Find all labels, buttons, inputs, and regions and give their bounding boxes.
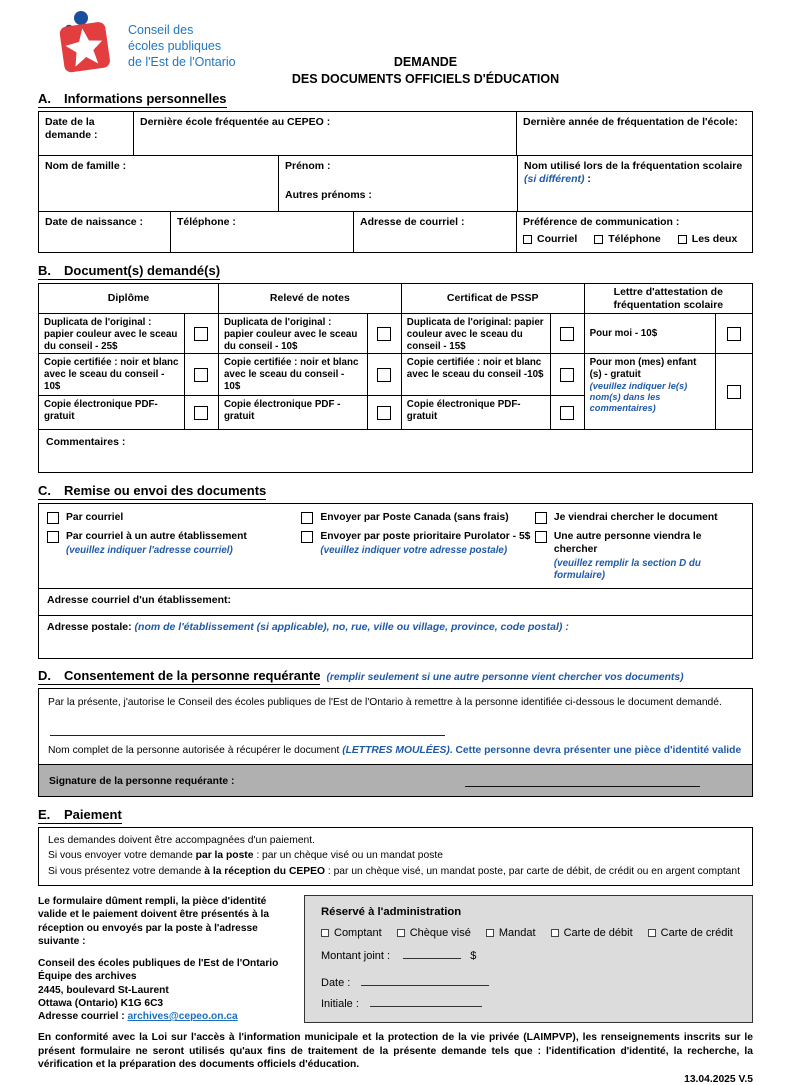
documents-table	[38, 283, 753, 473]
checkbox-diplome-certifiee[interactable]	[194, 368, 208, 382]
org-name-line: Conseil des	[128, 23, 194, 37]
section-e-heading	[38, 807, 122, 824]
checkbox-mandat[interactable]	[486, 929, 494, 937]
section-d-heading	[38, 668, 320, 685]
cell-diplome-duplicata: Duplicata de l'original : papier couleur avec le sceau du conseil - 25$	[39, 314, 185, 354]
field-label: Autres prénoms :	[285, 189, 372, 202]
cell-releve-duplicata: Duplicata de l'original : papier couleur avec le sceau du conseil - 10$	[219, 314, 368, 354]
authorized-name-caption	[48, 744, 743, 757]
field-colon: :	[584, 173, 591, 186]
option-note: (veuillez remplir la section D du formulaire)	[553, 557, 701, 581]
cell-cb	[368, 396, 402, 430]
cell-cb	[368, 354, 402, 396]
field-adresse-courriel-etablissement[interactable]	[39, 588, 752, 615]
date-line[interactable]	[361, 975, 489, 986]
section-e-title: Paiement	[64, 806, 122, 822]
cell-note: (veuillez indiquer le(s) nom(s) dans les commentaires)	[589, 380, 688, 414]
section-c-heading	[38, 483, 266, 500]
option-label: Envoyer par Poste Canada (sans frais)	[320, 512, 509, 523]
email-line	[38, 1010, 290, 1023]
column-header-releve: Relevé de notes	[219, 284, 402, 314]
checkbox-courriel-etablissement[interactable]	[47, 531, 59, 543]
field-label: Adresse postale:	[47, 621, 135, 634]
montant-label: Montant joint :	[321, 950, 391, 963]
address-line: 2445, boulevard St-Laurent	[38, 984, 169, 996]
option-label: Carte de débit	[563, 927, 633, 940]
signature-label: Signature de la personne requérante :	[49, 775, 235, 787]
cell-cb	[185, 314, 219, 354]
admin-payment-options	[321, 927, 736, 939]
section-d-title: Consentement de la personne requérante	[64, 668, 321, 684]
address-line: Ottawa (Ontario) K1G 6C3	[38, 997, 164, 1009]
column-header-lettre: Lettre d'attestation de fréquentation scolaire	[585, 284, 752, 314]
cell-label: Pour mon (mes) enfant (s) - gratuit	[589, 357, 697, 380]
section-c	[38, 482, 753, 659]
cell-cb	[368, 314, 402, 354]
date-row	[321, 975, 736, 989]
cell-pssp-pdf: Copie électronique PDF- gratuit	[402, 396, 551, 430]
section-e-prefix: E.	[38, 806, 51, 822]
initiale-row	[321, 996, 736, 1010]
caption-note: (LETTRES MOULÉES)	[342, 745, 450, 757]
text-bold: à la réception du CEPEO	[204, 865, 325, 877]
field-adresse-courriel[interactable]	[354, 212, 517, 252]
field-date-demande[interactable]	[39, 112, 134, 155]
form-version: 13.04.2025 V.5	[684, 1074, 753, 1085]
field-label: Adresse courriel d'un établissement:	[47, 594, 231, 607]
field-date-naissance[interactable]	[39, 212, 171, 252]
option-label: Une autre personne viendra le chercher	[553, 530, 702, 555]
cell-cb	[185, 396, 219, 430]
checkbox-je-viendrai[interactable]	[535, 512, 547, 524]
signature-line[interactable]	[465, 775, 700, 787]
field-preference-communication	[517, 212, 752, 252]
field-label: Dernière année de fréquentation de l'école:	[523, 116, 738, 128]
checkbox-releve-certifiee[interactable]	[377, 368, 391, 382]
checkbox-comptant[interactable]	[321, 929, 329, 937]
table-row	[39, 156, 752, 212]
option-label: Comptant	[334, 927, 382, 940]
text: Si vous présentez votre demande	[48, 865, 205, 877]
checkbox-pref-telephone[interactable]	[594, 235, 603, 244]
submission-address-block	[38, 895, 290, 1023]
field-note: (nom de l'établissement (si applicable), no, rue, ville ou village, province, code postal) :	[134, 621, 569, 634]
address-line: Équipe des archives	[38, 971, 137, 983]
caption-text: Nom complet de la personne autorisée à récupérer le document	[48, 745, 343, 757]
field-label: Adresse de courriel :	[360, 216, 465, 228]
option-label: Téléphone	[608, 233, 661, 246]
section-a	[38, 90, 753, 253]
cell-releve-pdf: Copie électronique PDF - gratuit	[219, 396, 368, 430]
table-row	[39, 212, 752, 252]
option-label: Je viendrai chercher le document	[553, 512, 718, 523]
text: : par un chèque visé ou un mandat poste	[253, 850, 443, 862]
field-label: Dernière école fréquentée au CEPEO :	[140, 116, 331, 128]
montant-row	[321, 948, 736, 962]
option-label: Carte de crédit	[660, 927, 733, 940]
submission-instructions: Le formulaire dûment rempli, la pièce d'identité valide et le paiement doivent être présentés à la réception ou envoyés par la poste à l'adresse suivante :	[38, 896, 270, 947]
checkbox-diplome-duplicata[interactable]	[194, 327, 208, 341]
field-label: Nom utilisé lors de la fréquentation scolaire	[524, 160, 743, 172]
currency-symbol: $	[470, 950, 477, 963]
authorized-name-line[interactable]	[50, 735, 445, 736]
option-label: Par courriel	[66, 512, 124, 523]
section-a-heading	[38, 91, 227, 108]
date-label: Date :	[321, 977, 351, 990]
section-b-heading	[38, 263, 220, 280]
option-label: Envoyer par poste prioritaire Purolator - 5$	[320, 530, 531, 542]
option-autre-personne	[535, 531, 744, 582]
footer-area	[38, 895, 753, 1023]
header	[38, 8, 753, 88]
section-d	[38, 668, 753, 797]
text: : par un chèque visé, un mandat poste, par carte de débit, de crédit ou en argent comptant	[325, 865, 740, 877]
checkbox-lettre-enfant[interactable]	[727, 385, 741, 399]
preference-options	[523, 233, 746, 246]
address-line: Conseil des écoles publiques de l'Est de l'Ontario	[38, 958, 279, 970]
option-label: Par courriel à un autre établissement	[66, 530, 247, 542]
cell-cb	[551, 314, 585, 354]
section-a-title: Informations personnelles	[64, 91, 227, 106]
checkbox-autre-personne[interactable]	[535, 531, 547, 543]
page-title-line1: DEMANDE	[393, 55, 458, 69]
table-row	[39, 112, 752, 156]
text: Si vous envoyer votre demande	[48, 850, 196, 862]
field-label: Date de la demande :	[45, 116, 98, 142]
field-note: (si différent)	[524, 173, 585, 186]
section-b-prefix: B.	[38, 263, 51, 278]
section-c-title: Remise ou envoi des documents	[64, 483, 267, 498]
checkbox-pssp-certifiee[interactable]	[560, 368, 574, 382]
field-nom-famille[interactable]	[39, 156, 279, 211]
field-derniere-ecole[interactable]	[134, 112, 517, 155]
field-label: Prénom :	[285, 160, 331, 172]
consent-box	[38, 688, 753, 797]
commentaires-field[interactable]	[39, 430, 752, 472]
option-poste-canada	[301, 512, 534, 525]
field-adresse-postale[interactable]	[39, 615, 752, 658]
option-courriel-etablissement	[47, 531, 301, 582]
cell-cb	[551, 396, 585, 430]
cell-cb	[551, 354, 585, 396]
cell-lettre-pour-moi: Pour moi - 10$	[585, 314, 716, 354]
field-telephone[interactable]	[171, 212, 354, 252]
field-label: Nom de famille :	[45, 160, 127, 172]
cell-diplome-pdf: Copie électronique PDF- gratuit	[39, 396, 185, 430]
field-label: Commentaires :	[46, 436, 126, 448]
checkbox-purolator[interactable]	[301, 531, 313, 543]
option-label: Chèque visé	[409, 927, 471, 940]
field-nom-utilise[interactable]	[518, 156, 752, 211]
cell-cb	[716, 354, 752, 430]
option-label: Mandat	[498, 927, 536, 940]
option-note: (veuillez indiquer votre adresse postale)	[320, 544, 508, 556]
section-b-title: Document(s) demandé(s)	[64, 263, 221, 278]
archives-email-link[interactable]: archives@cepeo.on.ca	[127, 1011, 238, 1023]
privacy-legal-text: En conformité avec la Loi sur l'accès à l'information municipale et la protection de la vie privée (LAIMPVP), les renseignements inscrits sur le présent formulaire ne seront utilisés qu'aux fins de traitement de la présente demande tels que : l'identification d'identité, la recherche, la vérification et la préparation des documents officiels d'éducation.	[38, 1032, 753, 1071]
consent-paragraph: Par la présente, j'autorise le Conseil des écoles publiques de l'Est de l'Ontario à remettre à la personne identifiée ci-dessous le document demandé.	[48, 697, 722, 709]
cell-pssp-duplicata: Duplicata de l'original: papier couleur avec le sceau du conseil - 15$	[402, 314, 551, 354]
option-par-courriel	[47, 512, 301, 525]
cell-diplome-certifiee: Copie certifiée : noir et blanc avec le sceau du conseil - 10$	[39, 354, 185, 396]
checkbox-pref-les-deux[interactable]	[678, 235, 687, 244]
page-title	[98, 54, 753, 88]
checkbox-carte-debit[interactable]	[551, 929, 559, 937]
admin-reserved-box	[304, 895, 753, 1023]
checkbox-diplome-pdf[interactable]	[194, 406, 208, 420]
caption-warning: Cette personne devra présenter une pièce d'identité valide	[455, 745, 742, 757]
column-header-pssp: Certificat de PSSP	[402, 284, 585, 314]
field-prenoms[interactable]	[279, 156, 518, 211]
field-label: Date de naissance :	[45, 216, 144, 228]
section-a-prefix: A.	[38, 91, 51, 106]
delivery-box	[38, 503, 753, 659]
caption-sep: .	[449, 745, 456, 757]
org-name-line: écoles publiques	[128, 39, 222, 53]
option-note: (veuillez indiquer l'adresse courriel)	[66, 544, 233, 556]
option-purolator	[301, 531, 534, 582]
checkbox-pssp-duplicata[interactable]	[560, 327, 574, 341]
initiale-line[interactable]	[370, 996, 482, 1007]
cell-lettre-enfant	[585, 354, 716, 430]
option-label: Courriel	[537, 233, 578, 246]
field-label: Téléphone :	[177, 216, 236, 228]
text-bold: par la poste	[195, 850, 254, 862]
field-derniere-annee[interactable]	[517, 112, 752, 155]
org-name-line: de l'Est de l'Ontario	[128, 55, 236, 69]
admin-box-title: Réservé à l'administration	[321, 906, 462, 919]
section-d-note: (remplir seulement si une autre personne vient chercher vos documents)	[326, 672, 684, 684]
section-b	[38, 262, 753, 473]
option-je-viendrai	[535, 512, 744, 525]
section-c-prefix: C.	[38, 483, 51, 498]
field-label: Préférence de communication :	[523, 216, 680, 228]
checkbox-cheque-vise[interactable]	[397, 929, 405, 937]
column-header-diplome: Diplôme	[39, 284, 219, 314]
cell-pssp-certifiee: Copie certifiée : noir et blanc avec le sceau du conseil -10$	[402, 354, 551, 396]
checkbox-pref-courriel[interactable]	[523, 235, 532, 244]
checkbox-poste-canada[interactable]	[301, 512, 313, 524]
checkbox-pssp-pdf[interactable]	[560, 406, 574, 420]
section-e	[38, 806, 753, 886]
checkbox-lettre-pour-moi[interactable]	[727, 327, 741, 341]
payment-line2	[48, 848, 743, 863]
checkbox-releve-pdf[interactable]	[377, 406, 391, 420]
payment-line1: Les demandes doivent être accompagnées d'un paiement.	[48, 834, 316, 846]
section-d-prefix: D.	[38, 668, 51, 684]
checkbox-releve-duplicata[interactable]	[377, 327, 391, 341]
signature-row	[39, 764, 752, 796]
initiale-label: Initiale :	[321, 998, 359, 1011]
option-label: Les deux	[691, 233, 738, 246]
cell-releve-certifiee: Copie certifiée : noir et blanc avec le sceau du conseil - 10$	[219, 354, 368, 396]
checkbox-par-courriel[interactable]	[47, 512, 59, 524]
personal-info-table	[38, 111, 753, 253]
checkbox-carte-credit[interactable]	[648, 929, 656, 937]
delivery-options	[39, 504, 752, 588]
page-title-line2: DES DOCUMENTS OFFICIELS D'ÉDUCATION	[291, 71, 560, 86]
cell-cb	[716, 314, 752, 354]
payment-line3	[48, 864, 743, 879]
cell-cb	[185, 354, 219, 396]
montant-line[interactable]	[403, 948, 461, 959]
email-label: Adresse courriel :	[38, 1011, 128, 1023]
payment-box	[38, 827, 753, 886]
